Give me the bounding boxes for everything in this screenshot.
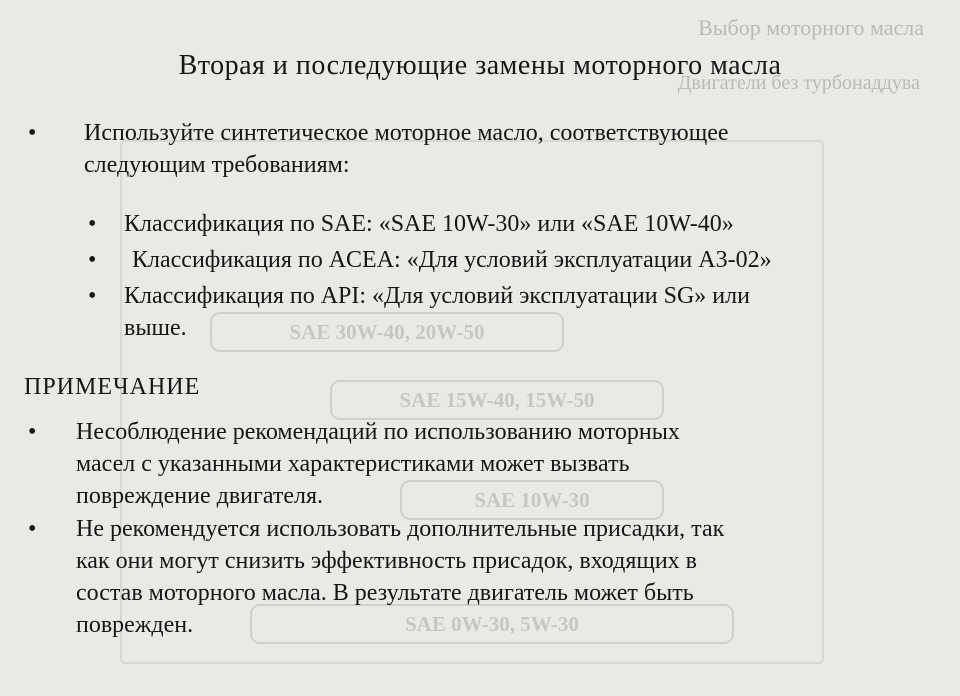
note-heading: ПРИМЕЧАНИЕ (24, 374, 201, 400)
text-line: Классификация по ACEA: «Для условий эксплуатации A3-02» (132, 247, 772, 273)
text-line: выше. (124, 315, 187, 341)
text-line: следующим требованиям: (84, 152, 350, 178)
requirement-item (132, 244, 772, 276)
bullet-icon: • (88, 247, 97, 273)
text-line: как они могут снизить эффективность присадок, входящих в (76, 548, 698, 574)
text-line: Классификация по API: «Для условий эксплуатации SG» или (124, 283, 750, 309)
text-line: повреждение двигателя. (76, 483, 324, 509)
note-item (76, 416, 680, 512)
bullet-icon: • (88, 211, 97, 237)
bleed-through-box: SAE 10W-30 (400, 480, 664, 520)
bullet-icon: • (28, 419, 37, 445)
intro-text (84, 117, 729, 181)
text-line: поврежден. (76, 612, 194, 638)
bleed-through-box: SAE 15W-40, 15W-50 (330, 380, 664, 420)
text-line: Классификация по SAE: «SAE 10W-30» или «SAE 10W-40» (124, 211, 734, 237)
bleed-through-title (698, 14, 924, 42)
bullet-icon: • (88, 283, 97, 309)
text-line: масел с указанными характеристиками может вызвать (76, 451, 630, 477)
page-title: Вторая и последующие замены моторного масла (178, 50, 782, 81)
text-line: Используйте синтетическое моторное масло, соответствующее (84, 120, 729, 146)
requirement-item (124, 280, 750, 344)
bleed-through-subtitle: Двигатели без турбонаддува (677, 72, 920, 94)
bullet-icon: • (28, 120, 37, 146)
bleed-through-title-line: Выбор моторного масла (698, 15, 924, 40)
note-item (76, 513, 724, 641)
bleed-through-box: SAE 0W-30, 5W-30 (250, 604, 734, 644)
text-line: Несоблюдение рекомендаций по использованию моторных (76, 419, 680, 445)
requirement-item (124, 208, 734, 240)
text-line: Не рекомендуется использовать дополнительные присадки, так (76, 516, 725, 542)
bleed-through-box: SAE 30W-40, 20W-50 (210, 312, 564, 352)
bullet-icon: • (28, 516, 37, 542)
text-line: состав моторного масла. В результате двигатель может быть (76, 580, 694, 606)
